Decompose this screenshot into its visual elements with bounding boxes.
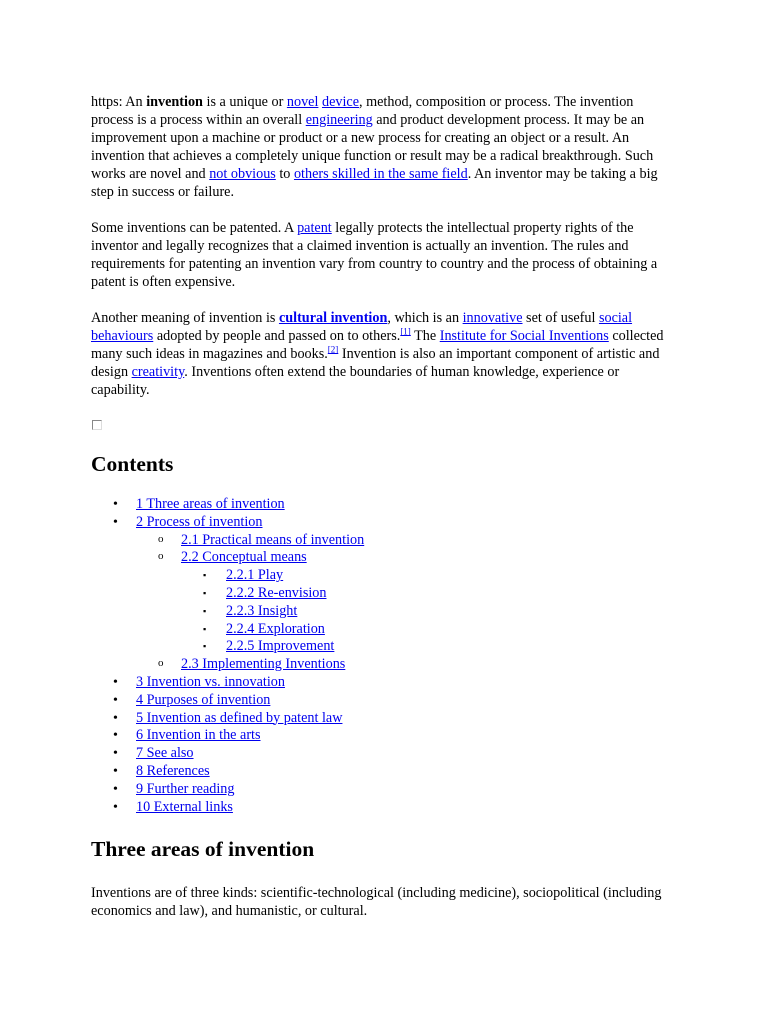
toc-link-references[interactable]: 8 References <box>136 762 210 779</box>
square-bullet: ▪ <box>203 641 207 652</box>
toc-item <box>91 710 678 728</box>
text: Invention is also an important component of artistic and design <box>91 346 660 380</box>
toc-item <box>91 781 678 799</box>
toc-link-practical-means[interactable]: 2.1 Practical means of invention <box>181 531 365 548</box>
text: . Inventions often extend the boundaries of human knowledge, experience or capability. <box>91 364 620 398</box>
text: legally protects the intellectual property rights of the inventor and legally recognizes that a claimed invention is actually an invention. The rules and requirements for patenting an invention vary from country to country and the process of obtaining a patent is often expensive. <box>91 220 658 290</box>
link-cultural-invention[interactable]: cultural invention <box>278 310 388 326</box>
table-of-contents <box>91 496 678 816</box>
text: The <box>410 328 440 344</box>
text: . An inventor may be taking a big step in success or failure. <box>91 166 658 200</box>
link-not-obvious[interactable]: not obvious <box>209 166 276 182</box>
section-body-three-areas: Inventions are of three kinds: scientific-technological (including medicine), sociopolitical (including economics and law), and humanistic, or cultural. <box>91 885 662 920</box>
link-institute-social-inventions[interactable]: Institute for Social Inventions <box>439 328 609 344</box>
toc-link-implementing[interactable]: 2.3 Implementing Inventions <box>181 656 346 673</box>
toc-item <box>91 496 678 514</box>
toc-item <box>91 799 678 817</box>
toc-link-improvement[interactable]: 2.2.5 Improvement <box>226 638 335 655</box>
text: Another meaning of invention is <box>91 310 279 326</box>
toc-item <box>91 567 678 585</box>
text: to <box>275 166 294 182</box>
contents-heading: Contents <box>91 452 174 476</box>
disc-bullet: • <box>113 781 118 797</box>
disc-bullet: • <box>113 763 118 779</box>
toc-item <box>91 621 678 639</box>
text: , method, composition or process. The invention process is a process within an overall <box>91 94 634 128</box>
toc-item <box>91 585 678 603</box>
circle-bullet: o <box>158 657 164 670</box>
reference-1-link[interactable]: [1] <box>400 326 411 337</box>
link-novel[interactable]: novel <box>286 94 319 110</box>
toc-link-three-areas[interactable]: 1 Three areas of invention <box>136 496 285 512</box>
toc-item <box>91 692 678 710</box>
link-patent[interactable]: patent <box>297 220 332 236</box>
broken-image-icon <box>92 420 102 430</box>
toc-link-play[interactable]: 2.2.1 Play <box>226 567 284 584</box>
toc-link-re-envision[interactable]: 2.2.2 Re-envision <box>226 584 327 601</box>
section-heading-three-areas: Three areas of invention <box>91 837 315 862</box>
text: and product development process. It may be an improvement upon a machine or product or a new process for creating an object or a result. An invention that achieves a completely unique function or result may be a radical breakthrough. Such works are novel and <box>91 112 654 182</box>
toc-subsublist <box>181 567 678 656</box>
bold-term-invention: invention <box>146 94 203 110</box>
link-social-behaviours[interactable]: social behaviours <box>91 310 633 344</box>
toc-sublist <box>136 532 678 674</box>
text: set of useful <box>522 310 599 326</box>
patent-paragraph <box>91 219 678 291</box>
text: collected many such ideas in magazines and books. <box>91 328 664 362</box>
cultural-paragraph <box>91 309 678 399</box>
disc-bullet: • <box>113 674 118 690</box>
toc-link-further-reading[interactable]: 9 Further reading <box>136 780 235 797</box>
toc-item <box>91 674 678 692</box>
circle-bullet: o <box>158 532 164 545</box>
toc-item <box>91 763 678 781</box>
toc-item <box>91 532 678 550</box>
disc-bullet: • <box>113 799 118 815</box>
toc-item <box>91 745 678 763</box>
text: Some inventions can be patented. A <box>91 220 298 236</box>
circle-bullet: o <box>158 550 164 563</box>
toc-link-invention-vs-innovation[interactable]: 3 Invention vs. innovation <box>136 673 285 690</box>
toc-link-external-links[interactable]: 10 External links <box>136 798 233 815</box>
square-bullet: ▪ <box>203 623 207 634</box>
text: is a unique or <box>202 94 287 110</box>
link-engineering[interactable]: engineering <box>305 112 373 128</box>
link-others-skilled[interactable]: others skilled in the same field <box>293 166 468 182</box>
toc-item <box>91 727 678 745</box>
toc-item <box>91 514 678 674</box>
toc-link-process[interactable]: 2 Process of invention <box>136 513 263 530</box>
toc-link-arts[interactable]: 6 Invention in the arts <box>136 727 261 744</box>
link-innovative[interactable]: innovative <box>462 310 523 326</box>
text: https: An <box>91 94 147 110</box>
toc-item <box>91 549 678 656</box>
square-bullet: ▪ <box>203 605 207 616</box>
disc-bullet: • <box>113 746 118 762</box>
square-bullet: ▪ <box>203 587 207 598</box>
text: adopted by people and passed on to others. <box>153 328 401 344</box>
reference-2-link[interactable]: [2] <box>327 344 339 355</box>
toc-link-conceptual-means[interactable]: 2.2 Conceptual means <box>181 549 307 566</box>
text: , which is an <box>387 310 463 326</box>
link-creativity[interactable]: creativity <box>131 364 185 380</box>
disc-bullet: • <box>113 692 118 708</box>
intro-paragraph <box>91 93 678 201</box>
toc-item <box>91 638 678 656</box>
disc-bullet: • <box>113 514 118 530</box>
toc-link-insight[interactable]: 2.2.3 Insight <box>226 602 298 619</box>
toc-link-see-also[interactable]: 7 See also <box>136 745 194 762</box>
toc-link-purposes[interactable]: 4 Purposes of invention <box>136 691 271 708</box>
image-placeholder <box>91 417 678 435</box>
disc-bullet: • <box>113 710 118 726</box>
toc-item <box>91 656 678 674</box>
link-device[interactable]: device <box>321 94 359 110</box>
toc-item <box>91 603 678 621</box>
toc-link-exploration[interactable]: 2.2.4 Exploration <box>226 620 325 637</box>
toc-link-patent-law[interactable]: 5 Invention as defined by patent law <box>136 709 343 726</box>
square-bullet: ▪ <box>203 570 207 581</box>
disc-bullet: • <box>113 497 118 512</box>
disc-bullet: • <box>113 728 118 744</box>
